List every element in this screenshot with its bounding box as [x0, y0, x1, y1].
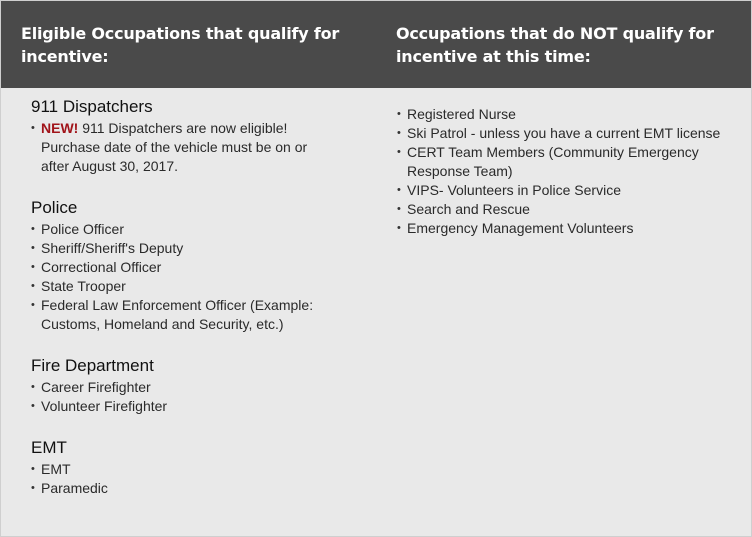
list-item: • Search and Rescue — [397, 200, 742, 219]
table-header — [1, 1, 751, 88]
dispatchers-note: 911 Dispatchers are now eligible! Purchase date of the vehicle must be on or after August 30, 2017. — [41, 120, 308, 174]
fire-list — [31, 378, 371, 416]
police-list — [31, 220, 371, 334]
list-item: • VIPS- Volunteers in Police Service — [397, 181, 742, 200]
section-police — [31, 198, 371, 334]
section-title-dispatchers: 911 Dispatchers — [31, 97, 153, 116]
section-emt — [31, 438, 371, 498]
list-item: • Registered Nurse — [397, 105, 742, 124]
list-item: • EMT — [31, 460, 371, 479]
list-item: • Career Firefighter — [31, 378, 371, 397]
section-dispatchers — [31, 97, 371, 176]
list-item: • State Trooper — [31, 277, 371, 296]
list-item: • CERT Team Members (Community Emergency Response Team) — [397, 143, 742, 181]
not-eligible-list — [397, 105, 742, 238]
list-item: • Police Officer — [31, 220, 371, 239]
list-item: • Federal Law Enforcement Officer (Example: Customs, Homeland and Security, etc.) — [31, 296, 371, 334]
eligible-column — [31, 97, 371, 512]
list-item: • Paramedic — [31, 479, 371, 498]
emt-list — [31, 460, 371, 498]
list-item: • Ski Patrol - unless you have a current EMT license — [397, 124, 727, 143]
section-title-fire-department: Fire Department — [31, 356, 154, 375]
list-item: • Emergency Management Volunteers — [397, 219, 742, 238]
section-title-police: Police — [31, 198, 78, 217]
list-item: • Correctional Officer — [31, 258, 371, 277]
section-title-emt: EMT — [31, 438, 67, 457]
dispatchers-list — [31, 119, 371, 176]
list-item: • Sheriff/Sheriff's Deputy — [31, 239, 371, 258]
eligible-column-heading: Eligible Occupations that qualify for incentive: — [21, 24, 340, 66]
section-fire-department — [31, 356, 371, 416]
list-item — [31, 119, 311, 176]
not-eligible-column — [397, 105, 742, 238]
not-eligible-column-heading: Occupations that do NOT qualify for incentive at this time: — [396, 24, 714, 66]
list-item: • Volunteer Firefighter — [31, 397, 371, 416]
new-badge: NEW! — [41, 120, 79, 136]
